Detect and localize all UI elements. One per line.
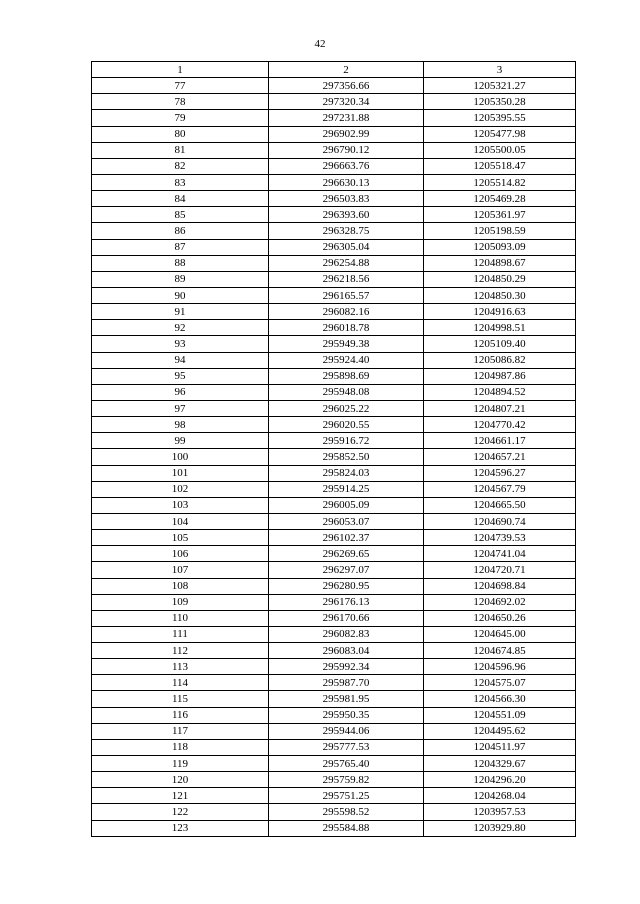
table-row [92,304,576,320]
point-number-cell: 98 [92,417,269,433]
y-coordinate-cell: 1204850.29 [424,271,576,287]
point-number-cell: 83 [92,174,269,190]
table-row [92,562,576,578]
x-coordinate-cell: 295751.25 [269,788,424,804]
y-coordinate-cell: 1204566.30 [424,691,576,707]
table-row [92,352,576,368]
y-coordinate-cell: 1204741.04 [424,546,576,562]
x-coordinate-cell: 295948.08 [269,384,424,400]
y-coordinate-cell: 1204567.79 [424,481,576,497]
y-coordinate-cell: 1204698.84 [424,578,576,594]
table-row [92,530,576,546]
x-coordinate-cell: 296053.07 [269,513,424,529]
x-coordinate-cell: 296018.78 [269,320,424,336]
y-coordinate-cell: 1203929.80 [424,820,576,836]
x-coordinate-cell: 295992.34 [269,659,424,675]
table-row [92,756,576,772]
point-number-cell: 92 [92,320,269,336]
point-number-cell: 123 [92,820,269,836]
table-row [92,158,576,174]
y-coordinate-cell: 1204720.71 [424,562,576,578]
x-coordinate-cell: 296269.65 [269,546,424,562]
point-number-cell: 120 [92,772,269,788]
coordinates-table [91,61,576,837]
point-number-cell: 116 [92,707,269,723]
table-row [92,239,576,255]
point-number-cell: 86 [92,223,269,239]
x-coordinate-cell: 295765.40 [269,756,424,772]
x-coordinate-cell: 296297.07 [269,562,424,578]
x-coordinate-cell: 295987.70 [269,675,424,691]
point-number-cell: 89 [92,271,269,287]
point-number-cell: 122 [92,804,269,820]
point-number-cell: 84 [92,191,269,207]
point-number-cell: 85 [92,207,269,223]
y-coordinate-cell: 1205198.59 [424,223,576,239]
point-number-cell: 78 [92,94,269,110]
point-number-cell: 117 [92,723,269,739]
table-row [92,255,576,271]
table-row [92,126,576,142]
point-number-cell: 94 [92,352,269,368]
table-row [92,497,576,513]
x-coordinate-cell: 296305.04 [269,239,424,255]
y-coordinate-cell: 1204495.62 [424,723,576,739]
x-coordinate-cell: 296082.83 [269,626,424,642]
y-coordinate-cell: 1204898.67 [424,255,576,271]
x-coordinate-cell: 296902.99 [269,126,424,142]
y-coordinate-cell: 1204739.53 [424,530,576,546]
point-number-cell: 108 [92,578,269,594]
point-number-cell: 79 [92,110,269,126]
y-coordinate-cell: 1204987.86 [424,368,576,384]
point-number-cell: 113 [92,659,269,675]
table-row [92,368,576,384]
table-row [92,191,576,207]
point-number-cell: 87 [92,239,269,255]
table-row [92,94,576,110]
table-row [92,465,576,481]
x-coordinate-cell: 297320.34 [269,94,424,110]
table-row [92,287,576,303]
table-row [92,142,576,158]
table-row [92,384,576,400]
y-coordinate-cell: 1204657.21 [424,449,576,465]
y-coordinate-cell: 1205395.55 [424,110,576,126]
table-row [92,481,576,497]
point-number-cell: 77 [92,78,269,94]
point-number-cell: 115 [92,691,269,707]
point-number-cell: 106 [92,546,269,562]
point-number-cell: 119 [92,756,269,772]
y-coordinate-cell: 1204665.50 [424,497,576,513]
y-coordinate-cell: 1205477.98 [424,126,576,142]
x-coordinate-cell: 295949.38 [269,336,424,352]
y-coordinate-cell: 1204511.97 [424,739,576,755]
table-row [92,610,576,626]
x-coordinate-cell: 296630.13 [269,174,424,190]
point-number-cell: 82 [92,158,269,174]
table-row [92,546,576,562]
y-coordinate-cell: 1203957.53 [424,804,576,820]
table-row [92,594,576,610]
y-coordinate-cell: 1204296.20 [424,772,576,788]
x-coordinate-cell: 295950.35 [269,707,424,723]
x-coordinate-cell: 296083.04 [269,643,424,659]
table-body [92,78,576,837]
table-header-row [92,62,576,78]
table-row [92,772,576,788]
y-coordinate-cell: 1204692.02 [424,594,576,610]
y-coordinate-cell: 1204916.63 [424,304,576,320]
table-row [92,643,576,659]
table-row [92,417,576,433]
y-coordinate-cell: 1205469.28 [424,191,576,207]
table-row [92,820,576,836]
point-number-cell: 80 [92,126,269,142]
table-row [92,433,576,449]
y-coordinate-cell: 1204894.52 [424,384,576,400]
y-coordinate-cell: 1205321.27 [424,78,576,94]
x-coordinate-cell: 296176.13 [269,594,424,610]
x-coordinate-cell: 296005.09 [269,497,424,513]
table-row [92,578,576,594]
point-number-cell: 95 [92,368,269,384]
x-coordinate-cell: 296280.95 [269,578,424,594]
table-row [92,659,576,675]
page-number: 42 [314,38,326,50]
x-coordinate-cell: 295759.82 [269,772,424,788]
y-coordinate-cell: 1204329.67 [424,756,576,772]
point-number-cell: 114 [92,675,269,691]
point-number-cell: 105 [92,530,269,546]
y-coordinate-cell: 1204596.96 [424,659,576,675]
x-coordinate-cell: 295898.69 [269,368,424,384]
x-coordinate-cell: 295914.25 [269,481,424,497]
table-row [92,691,576,707]
y-coordinate-cell: 1205093.09 [424,239,576,255]
y-coordinate-cell: 1204645.00 [424,626,576,642]
x-coordinate-cell: 296218.56 [269,271,424,287]
y-coordinate-cell: 1205086.82 [424,352,576,368]
x-coordinate-cell: 296082.16 [269,304,424,320]
y-coordinate-cell: 1205514.82 [424,174,576,190]
x-coordinate-cell: 296170.66 [269,610,424,626]
table-row [92,336,576,352]
y-coordinate-cell: 1204850.30 [424,287,576,303]
point-number-cell: 91 [92,304,269,320]
y-coordinate-cell: 1205109.40 [424,336,576,352]
x-coordinate-cell: 296254.88 [269,255,424,271]
point-number-cell: 111 [92,626,269,642]
y-coordinate-cell: 1204690.74 [424,513,576,529]
x-coordinate-cell: 295924.40 [269,352,424,368]
table-row [92,513,576,529]
table-row [92,804,576,820]
x-coordinate-cell: 296020.55 [269,417,424,433]
x-coordinate-cell: 295824.03 [269,465,424,481]
x-coordinate-cell: 295598.52 [269,804,424,820]
point-number-cell: 112 [92,643,269,659]
point-number-cell: 90 [92,287,269,303]
y-coordinate-cell: 1204575.07 [424,675,576,691]
x-coordinate-cell: 295981.95 [269,691,424,707]
point-number-cell: 110 [92,610,269,626]
table-row [92,707,576,723]
table-row [92,271,576,287]
x-coordinate-cell: 296102.37 [269,530,424,546]
x-coordinate-cell: 297356.66 [269,78,424,94]
x-coordinate-cell: 295916.72 [269,433,424,449]
x-coordinate-cell: 295584.88 [269,820,424,836]
point-number-cell: 93 [92,336,269,352]
x-coordinate-cell: 296025.22 [269,400,424,416]
x-coordinate-cell: 296663.76 [269,158,424,174]
column-header-3: 3 [424,62,576,78]
y-coordinate-cell: 1205518.47 [424,158,576,174]
x-coordinate-cell: 297231.88 [269,110,424,126]
point-number-cell: 118 [92,739,269,755]
x-coordinate-cell: 295777.53 [269,739,424,755]
point-number-cell: 97 [92,400,269,416]
y-coordinate-cell: 1204551.09 [424,707,576,723]
y-coordinate-cell: 1205500.05 [424,142,576,158]
x-coordinate-cell: 296503.83 [269,191,424,207]
table-row [92,207,576,223]
y-coordinate-cell: 1204674.85 [424,643,576,659]
point-number-cell: 101 [92,465,269,481]
table-row [92,675,576,691]
table-row [92,78,576,94]
table-row [92,788,576,804]
point-number-cell: 102 [92,481,269,497]
x-coordinate-cell: 296790.12 [269,142,424,158]
table-row [92,110,576,126]
point-number-cell: 103 [92,497,269,513]
column-header-1: 1 [92,62,269,78]
y-coordinate-cell: 1205350.28 [424,94,576,110]
y-coordinate-cell: 1204596.27 [424,465,576,481]
point-number-cell: 107 [92,562,269,578]
point-number-cell: 109 [92,594,269,610]
table-row [92,320,576,336]
table-row [92,449,576,465]
y-coordinate-cell: 1204998.51 [424,320,576,336]
x-coordinate-cell: 295944.06 [269,723,424,739]
column-header-2: 2 [269,62,424,78]
table-row [92,739,576,755]
point-number-cell: 88 [92,255,269,271]
table-row [92,223,576,239]
point-number-cell: 121 [92,788,269,804]
y-coordinate-cell: 1204770.42 [424,417,576,433]
point-number-cell: 81 [92,142,269,158]
table-row [92,626,576,642]
table-row [92,723,576,739]
y-coordinate-cell: 1204807.21 [424,400,576,416]
y-coordinate-cell: 1204650.26 [424,610,576,626]
y-coordinate-cell: 1204268.04 [424,788,576,804]
table-row [92,174,576,190]
y-coordinate-cell: 1205361.97 [424,207,576,223]
point-number-cell: 100 [92,449,269,465]
point-number-cell: 104 [92,513,269,529]
x-coordinate-cell: 296393.60 [269,207,424,223]
table-row [92,400,576,416]
x-coordinate-cell: 295852.50 [269,449,424,465]
x-coordinate-cell: 296328.75 [269,223,424,239]
point-number-cell: 96 [92,384,269,400]
y-coordinate-cell: 1204661.17 [424,433,576,449]
x-coordinate-cell: 296165.57 [269,287,424,303]
point-number-cell: 99 [92,433,269,449]
